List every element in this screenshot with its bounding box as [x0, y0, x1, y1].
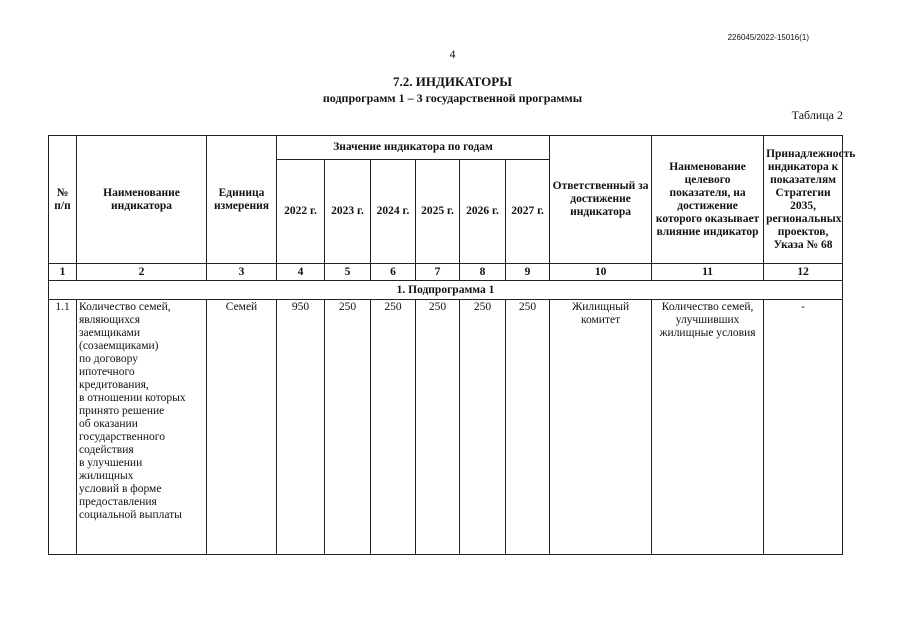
header-name: Наименование индикатора — [77, 136, 207, 264]
table-row — [49, 300, 843, 555]
value-cell: 250 — [506, 300, 550, 555]
responsible-cell: Жилищный комитет — [550, 300, 652, 555]
value-cell: 250 — [325, 300, 371, 555]
value-cell: 950 — [277, 300, 325, 555]
header-values-group: Значение индикатора по годам — [277, 136, 550, 160]
header-year: 2023 г. — [325, 160, 371, 264]
column-number: 8 — [460, 264, 506, 281]
column-number: 3 — [207, 264, 277, 281]
document-id: 226045/2022-15016(1) — [727, 33, 809, 42]
header-belonging: Принадлежность индикатора к показателям Стратегии 2035, региональных проектов, Указа № 68 — [764, 136, 843, 264]
header-year: 2027 г. — [506, 160, 550, 264]
target-cell: Количество семей, улучшивших жилищные условия — [652, 300, 764, 555]
column-number: 6 — [371, 264, 416, 281]
header-num: № п/п — [49, 136, 77, 264]
column-number: 1 — [49, 264, 77, 281]
subprogram-title: 1. Подпрограмма 1 — [49, 281, 843, 300]
table-label: Таблица 2 — [791, 108, 843, 122]
belonging-cell: - — [764, 300, 843, 555]
column-number: 9 — [506, 264, 550, 281]
section-subtitle: подпрограмм 1 – 3 государственной программы — [322, 91, 583, 105]
column-number: 4 — [277, 264, 325, 281]
column-number: 5 — [325, 264, 371, 281]
value-cell: 250 — [416, 300, 460, 555]
indicator-name: Количество семей, являющихся заемщиками (созаемщиками) по договору ипотечного кредитования, в отношении которых принято решение об оказании государственного содействия в улучшении жилищных условий в форме предоставления социальной выплаты — [77, 300, 207, 555]
value-cell: 250 — [371, 300, 416, 555]
value-cell: 250 — [460, 300, 506, 555]
column-number: 12 — [764, 264, 843, 281]
section-title: 7.2. ИНДИКАТОРЫ — [392, 74, 513, 89]
column-number: 7 — [416, 264, 460, 281]
header-responsible: Ответственный за достижение индикатора — [550, 136, 652, 264]
header-year: 2024 г. — [371, 160, 416, 264]
header-year: 2022 г. — [277, 160, 325, 264]
column-number: 10 — [550, 264, 652, 281]
column-number: 11 — [652, 264, 764, 281]
page-number: 4 — [449, 47, 456, 61]
indicator-unit: Семей — [207, 300, 277, 555]
row-num: 1.1 — [49, 300, 77, 555]
header-year: 2025 г. — [416, 160, 460, 264]
indicators-table — [48, 135, 856, 555]
header-target: Наименование целевого показателя, на достижение которого оказывает влияние индикатор — [652, 136, 764, 264]
header-unit: Единица измерения — [207, 136, 277, 264]
header-year: 2026 г. — [460, 160, 506, 264]
column-number: 2 — [77, 264, 207, 281]
